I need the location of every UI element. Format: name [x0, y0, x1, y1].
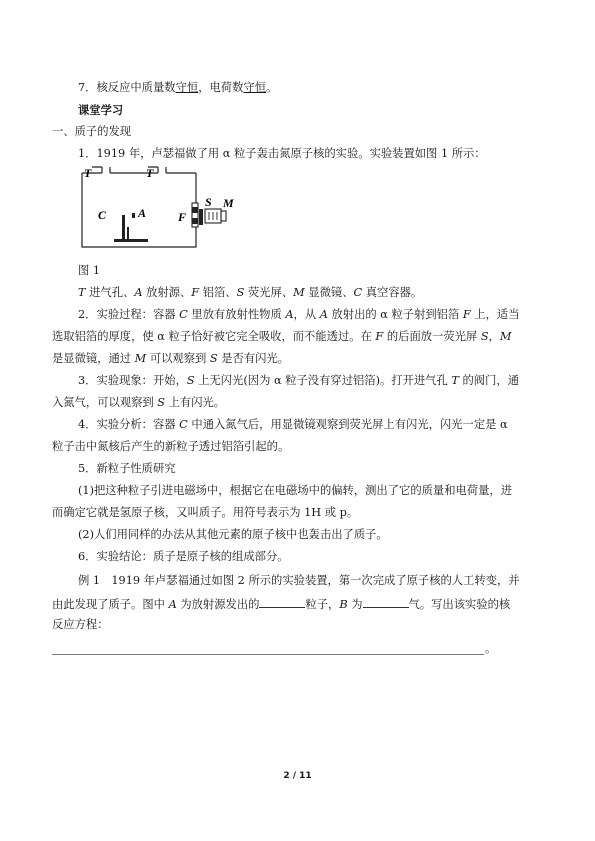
paragraph-2-line-1: 2．实验过程：容器 C 里放有放射性物质 A，从 A 放射出的 α 粒子射到铝箔 F 上，适当 — [78, 308, 520, 321]
inlet-tube-1 — [92, 167, 110, 173]
example-1-line-3: 反应方程： — [52, 618, 109, 631]
label-c: C — [98, 208, 107, 222]
paragraph-5: 5．新粒子性质研究 — [78, 462, 176, 475]
page-number: 2 / 11 — [283, 771, 312, 781]
example-1-line-1: 例 1 1919 年卢瑟福通过如图 2 所示的实验装置，第一次完成了原子核的人工转变，并 — [78, 574, 520, 587]
proton-symbol: 1H — [304, 506, 322, 519]
figure-caption: 图 1 — [78, 264, 101, 277]
section-heading: 课堂学习 — [78, 103, 124, 117]
answer-line[interactable] — [52, 654, 484, 655]
blank-gas[interactable] — [363, 595, 409, 608]
paragraph-5-1-line-1: (1)把这种粒子引进电磁场中，根据它在电磁场中的偏转，测出了它的质量和电荷量，进 — [78, 484, 512, 497]
paragraph-5-1-line-2: 而确定它就是氢原子核，又叫质子。用符号表示为 1H 或 p。 — [52, 506, 359, 519]
section-title: 一、质子的发现 — [52, 125, 132, 138]
label-s: S — [205, 195, 212, 209]
source-stand — [122, 215, 125, 241]
screen — [199, 209, 203, 225]
paragraph-1: 1．1919 年，卢瑟福做了用 α 粒子轰击氮原子核的实验。实验装置如图 1 所示： — [78, 147, 486, 160]
label-f: F — [178, 210, 187, 224]
paragraph-2-line-3: 是显微镜，通过 M 可以观察到 S 是否有闪光。 — [52, 352, 290, 365]
paragraph-2-line-2: 选取铝箔的厚度，使 α 粒子恰好被它完全吸收，而不能透过。在 F 的后面放一荧光屏 S，M — [52, 330, 512, 343]
paragraph-5-2: (2)人们用同样的办法从其他元素的原子核中也轰击出了质子。 — [78, 528, 388, 541]
item-7: 7．核反应中质量数守恒，电荷数守恒。 — [78, 81, 278, 94]
label-a: A — [138, 206, 147, 220]
figure-legend: T 进气孔、A 放射源、F 铝箔、S 荧光屏、M 显微镜、C 真空容器。 — [78, 286, 423, 299]
answer-charge: 守恒 — [243, 81, 266, 94]
label-m: M — [223, 196, 234, 210]
answer-mass: 守恒 — [175, 81, 199, 94]
experiment-diagram — [78, 165, 248, 255]
blank-particle[interactable] — [259, 595, 305, 608]
paragraph-6: 6．实验结论：质子是原子核的组成部分。 — [78, 550, 289, 563]
label-t2: T — [146, 166, 154, 180]
paragraph-4-line-2: 粒子击中氮核后产生的新粒子透过铝箔引起的。 — [52, 440, 290, 453]
example-1-line-2: 由此发现了质子。图中 A 为放射源发出的 粒子，B 为 气。写出该实验的核 — [52, 595, 510, 613]
paragraph-3-line-1: 3．实验现象：开始，S 上无闪光(因为 α 粒子没有穿过铝箔)。打开进气孔 T 的阀门，通 — [78, 374, 519, 387]
paragraph-4-line-1: 4．实验分析：容器 C 中通入氮气后，用显微镜观察到荧光屏上有闪光，闪光一定是 α — [78, 418, 508, 431]
answer-end: 。 — [485, 642, 497, 655]
label-t1: T — [84, 166, 92, 180]
paragraph-3-line-2: 入氮气，可以观察到 S 上有闪光。 — [52, 396, 226, 409]
